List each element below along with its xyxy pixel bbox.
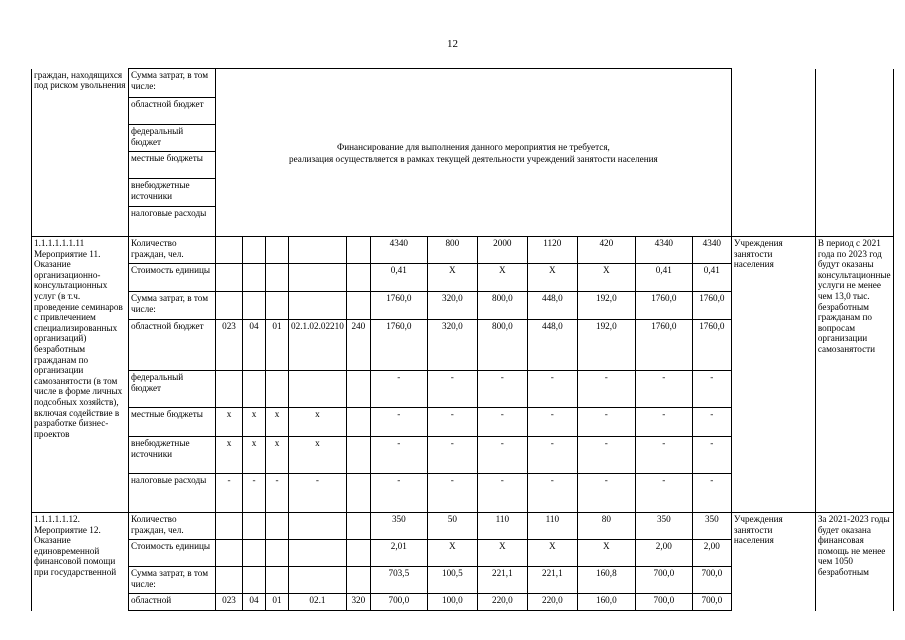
- program-table: [31, 68, 894, 611]
- code-cell: -: [266, 474, 289, 513]
- code-cell: [346, 264, 370, 292]
- row-label: местные бюджеты: [129, 152, 216, 179]
- code-cell: 023: [216, 320, 243, 371]
- code-cell: [216, 237, 243, 264]
- value-cell: 160,8: [577, 567, 635, 594]
- value-cell: X: [527, 540, 577, 567]
- code-cell: -: [216, 474, 243, 513]
- value-cell: 192,0: [577, 320, 635, 371]
- value-cell: 700,0: [635, 594, 692, 611]
- value-cell: -: [527, 474, 577, 513]
- row-label: местные бюджеты: [129, 408, 216, 437]
- code-cell: [289, 513, 347, 540]
- merged-note-line1: Финансирование для выполнения данного мероприятия не требуется,: [336, 141, 610, 152]
- code-cell: [346, 474, 370, 513]
- value-cell: -: [577, 437, 635, 474]
- value-cell: -: [370, 474, 427, 513]
- value-cell: 110: [477, 513, 527, 540]
- value-cell: X: [577, 540, 635, 567]
- code-cell: [346, 513, 370, 540]
- value-cell: 110: [527, 513, 577, 540]
- value-cell: 80: [577, 513, 635, 540]
- row-label: Сумма затрат, в том числе:: [129, 292, 216, 320]
- code-cell: [346, 567, 370, 594]
- value-cell: 800: [427, 237, 477, 264]
- value-cell: -: [635, 408, 692, 437]
- value-cell: 100,0: [427, 594, 477, 611]
- result-cell: [815, 69, 893, 237]
- code-cell: [289, 292, 347, 320]
- executor-cell: Учреждения занятости населения: [731, 237, 815, 513]
- value-cell: -: [477, 474, 527, 513]
- code-cell: [346, 540, 370, 567]
- code-cell: 04: [243, 594, 266, 611]
- value-cell: -: [370, 371, 427, 408]
- code-cell: х: [289, 408, 347, 437]
- code-cell: [216, 371, 243, 408]
- value-cell: -: [477, 371, 527, 408]
- code-cell: [266, 264, 289, 292]
- result-cell: В период с 2021 года по 2023 год будут оказаны консультационные услуги не менее чем 13,0 тыс. безработным гражданам по вопросам организации самозанятости: [815, 237, 893, 513]
- value-cell: 1760,0: [370, 320, 427, 371]
- value-cell: 2000: [477, 237, 527, 264]
- value-cell: 700,0: [692, 567, 731, 594]
- row-label: налоговые расходы: [129, 207, 216, 237]
- value-cell: 448,0: [527, 292, 577, 320]
- value-cell: 1760,0: [635, 320, 692, 371]
- value-cell: 1120: [527, 237, 577, 264]
- value-cell: 4340: [692, 237, 731, 264]
- value-cell: -: [527, 408, 577, 437]
- code-cell: [346, 237, 370, 264]
- value-cell: -: [477, 437, 527, 474]
- code-cell: 320: [346, 594, 370, 611]
- value-cell: 2,00: [692, 540, 731, 567]
- value-cell: -: [577, 371, 635, 408]
- value-cell: 703,5: [370, 567, 427, 594]
- value-cell: -: [692, 408, 731, 437]
- value-cell: X: [577, 264, 635, 292]
- code-cell: х: [266, 437, 289, 474]
- executor-cell: Учреждения занятости населения: [731, 513, 815, 611]
- value-cell: 1760,0: [635, 292, 692, 320]
- code-cell: [243, 264, 266, 292]
- value-cell: 220,0: [477, 594, 527, 611]
- value-cell: 4340: [370, 237, 427, 264]
- code-cell: х: [289, 437, 347, 474]
- value-cell: 2,01: [370, 540, 427, 567]
- result-cell: За 2021-2023 годы будет оказана финансовая помощь не менее чем 1050 безработным: [815, 513, 893, 611]
- code-cell: [266, 567, 289, 594]
- row-label: Сумма затрат, в том числе:: [129, 567, 216, 594]
- page-number: 12: [447, 38, 458, 50]
- code-cell: х: [243, 437, 266, 474]
- code-cell: 04: [243, 320, 266, 371]
- value-cell: 100,5: [427, 567, 477, 594]
- row-label: областной бюджет: [129, 320, 216, 371]
- value-cell: -: [427, 474, 477, 513]
- value-cell: 700,0: [692, 594, 731, 611]
- row-label: внебюджетные источники: [129, 437, 216, 474]
- value-cell: X: [427, 264, 477, 292]
- value-cell: 192,0: [577, 292, 635, 320]
- row-label: Стоимость единицы: [129, 540, 216, 567]
- code-cell: [216, 540, 243, 567]
- value-cell: 220,0: [527, 594, 577, 611]
- value-cell: X: [427, 540, 477, 567]
- row-label: федеральный бюджет: [129, 125, 216, 152]
- code-cell: [266, 513, 289, 540]
- value-cell: -: [692, 474, 731, 513]
- value-cell: 0,41: [635, 264, 692, 292]
- code-cell: [346, 371, 370, 408]
- code-cell: 240: [346, 320, 370, 371]
- value-cell: -: [635, 437, 692, 474]
- value-cell: 700,0: [635, 567, 692, 594]
- code-cell: 023: [216, 594, 243, 611]
- row-label: налоговые расходы: [129, 474, 216, 513]
- value-cell: 800,0: [477, 320, 527, 371]
- value-cell: 0,41: [370, 264, 427, 292]
- value-cell: 320,0: [427, 292, 477, 320]
- code-cell: [216, 567, 243, 594]
- code-cell: [346, 292, 370, 320]
- value-cell: 1760,0: [692, 320, 731, 371]
- code-cell: [266, 237, 289, 264]
- value-cell: 350: [692, 513, 731, 540]
- code-cell: [289, 540, 347, 567]
- measure-description: [32, 513, 129, 611]
- value-cell: 800,0: [477, 292, 527, 320]
- code-cell: х: [243, 408, 266, 437]
- value-cell: 700,0: [370, 594, 427, 611]
- code-cell: х: [266, 408, 289, 437]
- value-cell: -: [577, 474, 635, 513]
- row-label: внебюджетные источники: [129, 179, 216, 207]
- code-cell: [346, 408, 370, 437]
- measure-description: [32, 237, 129, 513]
- value-cell: 4340: [635, 237, 692, 264]
- value-cell: -: [527, 437, 577, 474]
- code-cell: [243, 513, 266, 540]
- code-cell: [289, 567, 347, 594]
- value-cell: 160,0: [577, 594, 635, 611]
- code-cell: [289, 237, 347, 264]
- value-cell: -: [427, 437, 477, 474]
- row-label: областной: [129, 594, 216, 611]
- merged-note-line2: реализация осуществляется в рамках текущей деятельности учреждений занятости населения: [289, 153, 658, 164]
- code-cell: х: [216, 408, 243, 437]
- code-cell: [266, 540, 289, 567]
- value-cell: 221,1: [477, 567, 527, 594]
- row-label: Стоимость единицы: [129, 264, 216, 292]
- value-cell: -: [577, 408, 635, 437]
- value-cell: -: [370, 437, 427, 474]
- code-cell: -: [243, 474, 266, 513]
- measure-text: Мероприятие 12. Оказание единовременной финансовой помощи при государственной: [34, 524, 117, 577]
- code-cell: 01: [266, 594, 289, 611]
- code-cell: [346, 437, 370, 474]
- value-cell: 350: [635, 513, 692, 540]
- code-cell: [243, 371, 266, 408]
- value-cell: 0,41: [692, 264, 731, 292]
- code-cell: [216, 513, 243, 540]
- value-cell: -: [635, 474, 692, 513]
- value-cell: 448,0: [527, 320, 577, 371]
- value-cell: -: [427, 408, 477, 437]
- code-cell: [266, 292, 289, 320]
- value-cell: -: [527, 371, 577, 408]
- value-cell: -: [477, 408, 527, 437]
- row-label: Количество граждан, чел.: [129, 237, 216, 264]
- code-cell: [243, 540, 266, 567]
- code-cell: [216, 264, 243, 292]
- value-cell: X: [527, 264, 577, 292]
- code-cell: х: [216, 437, 243, 474]
- row-label: Сумма затрат, в том числе:: [129, 69, 216, 98]
- value-cell: 221,1: [527, 567, 577, 594]
- code-cell: 01: [266, 320, 289, 371]
- merged-financing-note: [216, 69, 732, 237]
- value-cell: -: [427, 371, 477, 408]
- row-label: областной бюджет: [129, 98, 216, 125]
- code-cell: [243, 292, 266, 320]
- top-left-text: граждан, находящихся под риском увольнения: [32, 69, 129, 237]
- code-cell: [243, 237, 266, 264]
- code-cell: [289, 371, 347, 408]
- value-cell: -: [692, 371, 731, 408]
- value-cell: 1760,0: [370, 292, 427, 320]
- value-cell: 50: [427, 513, 477, 540]
- value-cell: 1760,0: [692, 292, 731, 320]
- value-cell: X: [477, 540, 527, 567]
- value-cell: 350: [370, 513, 427, 540]
- value-cell: -: [635, 371, 692, 408]
- measure-number: 1.1.1.1.1.12.: [34, 514, 80, 524]
- code-cell: [289, 264, 347, 292]
- row-label: федеральный бюджет: [129, 371, 216, 408]
- code-cell: -: [289, 474, 347, 513]
- value-cell: 320,0: [427, 320, 477, 371]
- value-cell: 420: [577, 237, 635, 264]
- executor-cell: [731, 69, 815, 237]
- code-cell: [243, 567, 266, 594]
- code-cell: [216, 292, 243, 320]
- code-cell: 02.1.02.02210: [289, 320, 347, 371]
- value-cell: -: [370, 408, 427, 437]
- value-cell: -: [692, 437, 731, 474]
- code-cell: [266, 371, 289, 408]
- value-cell: 2,00: [635, 540, 692, 567]
- measure-text: Мероприятие 11. Оказание организационно-консультационных услуг (в т.ч. проведение семинаров с привлечением специализированных организаций) безработным гражданам по организации самозанятости (в том числе в форме личных подсобных хозяйств), включая содействие в разработке бизнес-проектов: [34, 248, 123, 439]
- row-label: Количество граждан, чел.: [129, 513, 216, 540]
- value-cell: X: [477, 264, 527, 292]
- code-cell: 02.1: [289, 594, 347, 611]
- measure-number: 1.1.1.1.1.1.11: [34, 238, 85, 248]
